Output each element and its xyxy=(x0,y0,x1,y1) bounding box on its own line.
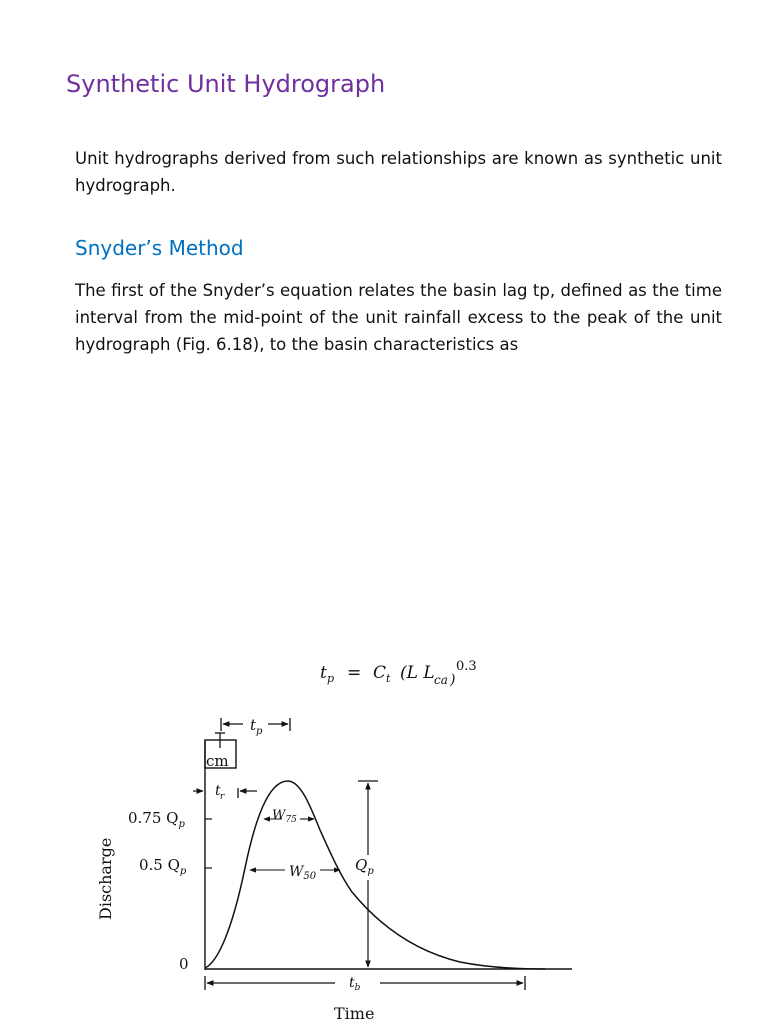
tp-label-sub: p xyxy=(256,726,263,737)
equation-coef-sub: t xyxy=(386,672,391,685)
y-axis-label: Discharge xyxy=(96,837,115,920)
tr-label-sub: r xyxy=(220,792,225,802)
tb-label: $t_b$ xyxy=(349,975,361,993)
x-axis-label: Time xyxy=(334,1004,375,1023)
equation-coef: C xyxy=(373,663,387,683)
section-title: Snyder’s Method xyxy=(75,236,244,260)
w75-label: $W_{75}$ xyxy=(272,808,297,825)
ytick-zero: 0 xyxy=(179,955,189,973)
equation-open: (L L xyxy=(400,663,435,683)
hydrograph-figure xyxy=(0,630,768,1024)
equation-exponent: 0.3 xyxy=(456,659,477,674)
ytick-075qp: 0.75 $Q_p$ xyxy=(128,809,185,830)
hydrograph-curve xyxy=(205,781,545,969)
equation-inner-sub: ca xyxy=(434,673,448,687)
intro-paragraph: Unit hydrographs derived from such relationships are known as synthetic unit hydrograph. xyxy=(75,149,722,195)
qp-label: $Q_p$ xyxy=(355,856,374,877)
cm-label: cm xyxy=(206,752,229,770)
snyder-equation xyxy=(320,659,477,688)
section-paragraph: The first of the Snyder’s equation relates the basin lag tp, defined as the time interval from the mid-point of the unit rainfall excess to the peak of the unit hydrograph (Fig. 6.18), to the basin characteristics as xyxy=(75,281,722,354)
equation-lhs-sub: p xyxy=(327,672,335,685)
ytick-05qp: 0.5 $Q_p$ xyxy=(139,856,187,877)
w50-label: $W_{50}$ xyxy=(289,864,317,882)
equation-lhs: t xyxy=(320,663,327,683)
tp-label: t xyxy=(250,716,257,734)
equation-close: ) xyxy=(450,672,456,688)
equation-equals: = xyxy=(347,663,362,683)
page-title: Synthetic Unit Hydrograph xyxy=(66,70,386,98)
tr-label: t xyxy=(215,783,221,799)
